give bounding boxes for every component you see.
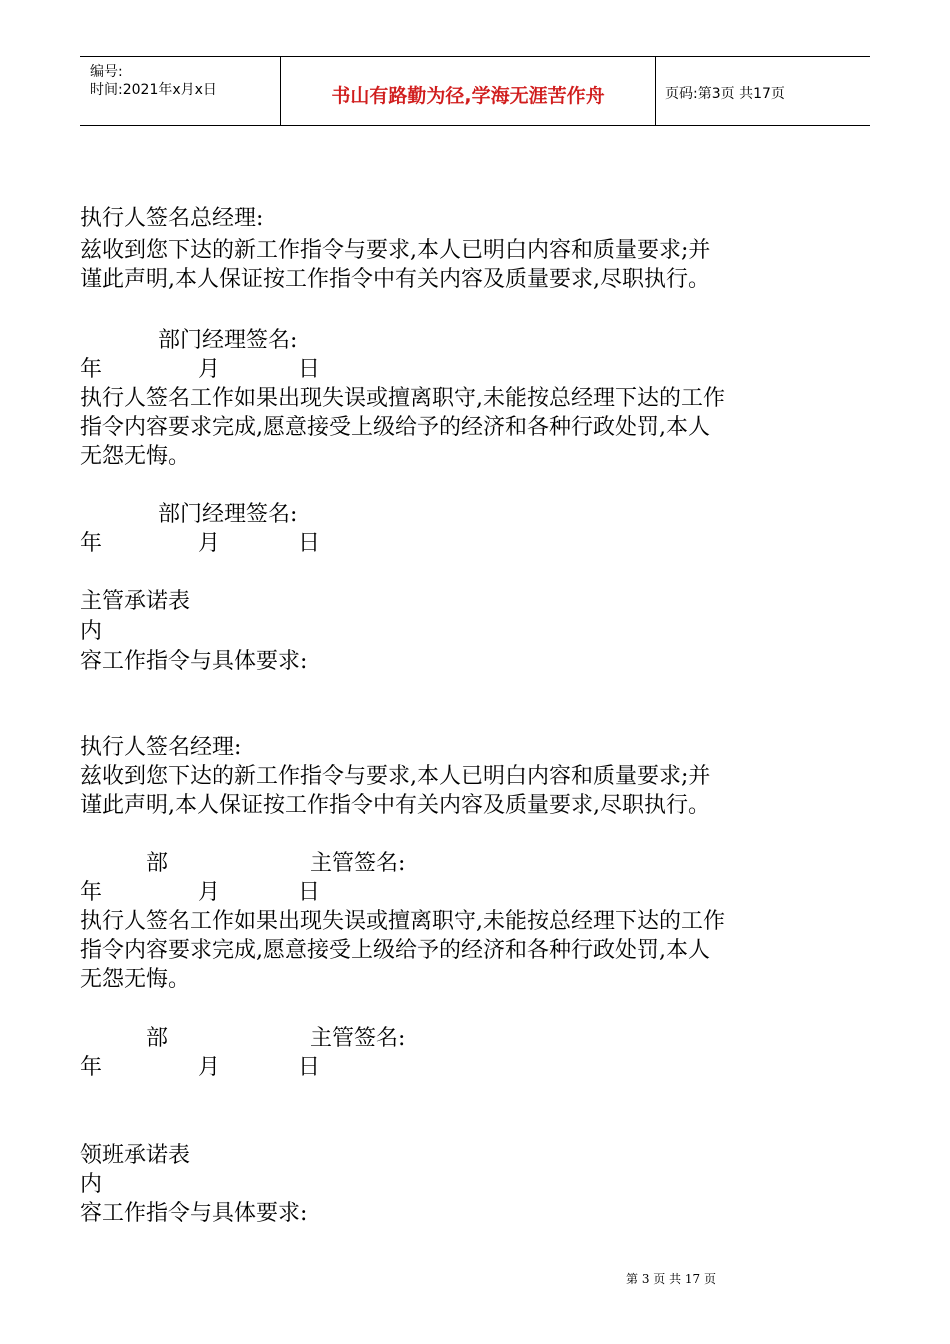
- section-label: 内: [80, 1172, 103, 1197]
- date-line: [80, 878, 320, 907]
- header-number: 编号:: [90, 64, 123, 80]
- body-text: 兹收到您下达的新工作指令与要求,本人已明白内容和质量要求;并: [80, 238, 711, 263]
- supervisor-signature: 主管签名:: [310, 1026, 406, 1051]
- date-month: 月: [198, 357, 221, 382]
- manager-signature: 部门经理签名:: [158, 328, 298, 353]
- supervisor-signature-line: [80, 849, 405, 878]
- body-text: 指令内容要求完成,愿意接受上级给予的经济和各种行政处罚,本人: [80, 415, 710, 440]
- header-time: 时间:2021年x月x日: [90, 82, 217, 98]
- section-content-label: 容工作指令与具体要求:: [80, 649, 308, 674]
- header-page-number: 页码:第3页 共17页: [665, 86, 785, 102]
- header-motto: 书山有路勤为径,学海无涯苦作舟: [331, 85, 605, 107]
- section-content-label: 容工作指令与具体要求:: [80, 1201, 308, 1226]
- body-text: 谨此声明,本人保证按工作指令中有关内容及质量要求,尽职执行。: [80, 267, 710, 292]
- date-month: 月: [198, 880, 221, 905]
- body-text: 执行人签名工作如果出现失误或擅离职守,未能按总经理下达的工作: [80, 909, 725, 934]
- date-month: 月: [198, 531, 221, 556]
- date-year: 年: [80, 880, 103, 905]
- page-header: [80, 56, 870, 126]
- department-label: 部: [146, 851, 169, 876]
- body-text: 执行人签名工作如果出现失误或擅离职守,未能按总经理下达的工作: [80, 386, 725, 411]
- page-footer: 第 3 页 共 17 页: [626, 1272, 716, 1286]
- body-text: 谨此声明,本人保证按工作指令中有关内容及质量要求,尽职执行。: [80, 793, 710, 818]
- date-line: [80, 355, 320, 384]
- date-month: 月: [198, 1055, 221, 1080]
- date-line: [80, 1053, 320, 1082]
- date-day: 日: [298, 531, 321, 556]
- body-text: 指令内容要求完成,愿意接受上级给予的经济和各种行政处罚,本人: [80, 938, 710, 963]
- date-day: 日: [298, 1055, 321, 1080]
- header-motto-cell: [280, 57, 656, 125]
- body-text: 兹收到您下达的新工作指令与要求,本人已明白内容和质量要求;并: [80, 764, 711, 789]
- signature-line: 执行人签名总经理:: [80, 206, 264, 231]
- supervisor-signature: 主管签名:: [310, 851, 406, 876]
- body-text: 无怨无悔。: [80, 444, 191, 469]
- signature-line: 执行人签名经理:: [80, 735, 242, 760]
- body-text: 无怨无悔。: [80, 967, 191, 992]
- date-day: 日: [298, 880, 321, 905]
- date-year: 年: [80, 1055, 103, 1080]
- header-info-cell: [80, 57, 280, 125]
- date-day: 日: [298, 357, 321, 382]
- date-year: 年: [80, 357, 103, 382]
- section-label: 内: [80, 619, 103, 644]
- department-label: 部: [146, 1026, 169, 1051]
- supervisor-signature-line: [80, 1024, 405, 1053]
- section-title: 主管承诺表: [80, 589, 191, 614]
- header-page-cell: [655, 57, 870, 125]
- section-title: 领班承诺表: [80, 1143, 191, 1168]
- date-line: [80, 529, 320, 558]
- manager-signature: 部门经理签名:: [158, 502, 298, 527]
- date-year: 年: [80, 531, 103, 556]
